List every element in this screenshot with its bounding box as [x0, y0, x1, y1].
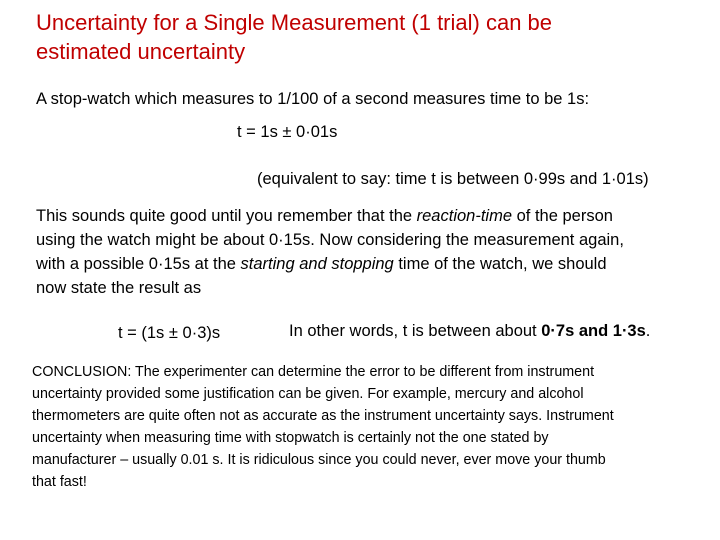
other-words-end: .: [645, 322, 651, 340]
reaction-time-emphasis: reaction-time: [416, 207, 513, 225]
paragraph-line-3-end: time of the watch, we should: [393, 255, 607, 273]
paragraph-line-1: [36, 204, 706, 228]
conclusion-line-5: manufacturer – usually 0.01 s. It is ridiculous since you could never, ever move your thumb: [32, 452, 606, 468]
slide-title-line-1: Uncertainty for a Single Measurement (1 trial) can be: [36, 10, 553, 35]
conclusion-line-6: that fast!: [32, 474, 87, 490]
conclusion-paragraph: [32, 361, 716, 493]
other-words-statement: [289, 320, 650, 342]
equivalent-statement: (equivalent to say: time t is between 0·99s and 1·01s): [257, 170, 649, 188]
conclusion-line-4: uncertainty when measuring time with stopwatch is certainly not the one stated by: [32, 430, 549, 446]
other-words-start: In other words, t is between about: [289, 322, 542, 340]
paragraph-line-4: now state the result as: [36, 279, 202, 297]
slide-title: [36, 8, 696, 66]
conclusion-line-1: CONCLUSION: The experimenter can determine the error to be different from instrument: [32, 364, 595, 380]
paragraph-line-3-start: with a possible 0·15s at the: [36, 255, 241, 273]
conclusion-line-2: uncertainty provided some justification can be given. For example, mercury and alcohol: [32, 386, 584, 402]
reaction-time-paragraph: [36, 204, 706, 300]
paragraph-line-3: [36, 252, 706, 276]
paragraph-line-1-end: of the person: [512, 207, 613, 225]
formula-measurement: t = 1s ± 0·01s: [237, 123, 338, 141]
intro-text: A stop-watch which measures to 1/100 of a second measures time to be 1s:: [36, 90, 590, 108]
conclusion-line-3: thermometers are quite often not as accurate as the instrument uncertainty says. Instrument: [32, 408, 614, 424]
range-emphasis: 0·7s and 1·3s: [541, 322, 646, 340]
paragraph-line-2: using the watch might be about 0·15s. Now considering the measurement again,: [36, 231, 624, 249]
starting-stopping-emphasis: starting and stopping: [240, 255, 394, 273]
formula-result: t = (1s ± 0·3)s: [118, 324, 221, 342]
paragraph-line-1-start: This sounds quite good until you remember that the: [36, 207, 417, 225]
slide-title-line-2: estimated uncertainty: [36, 39, 246, 64]
